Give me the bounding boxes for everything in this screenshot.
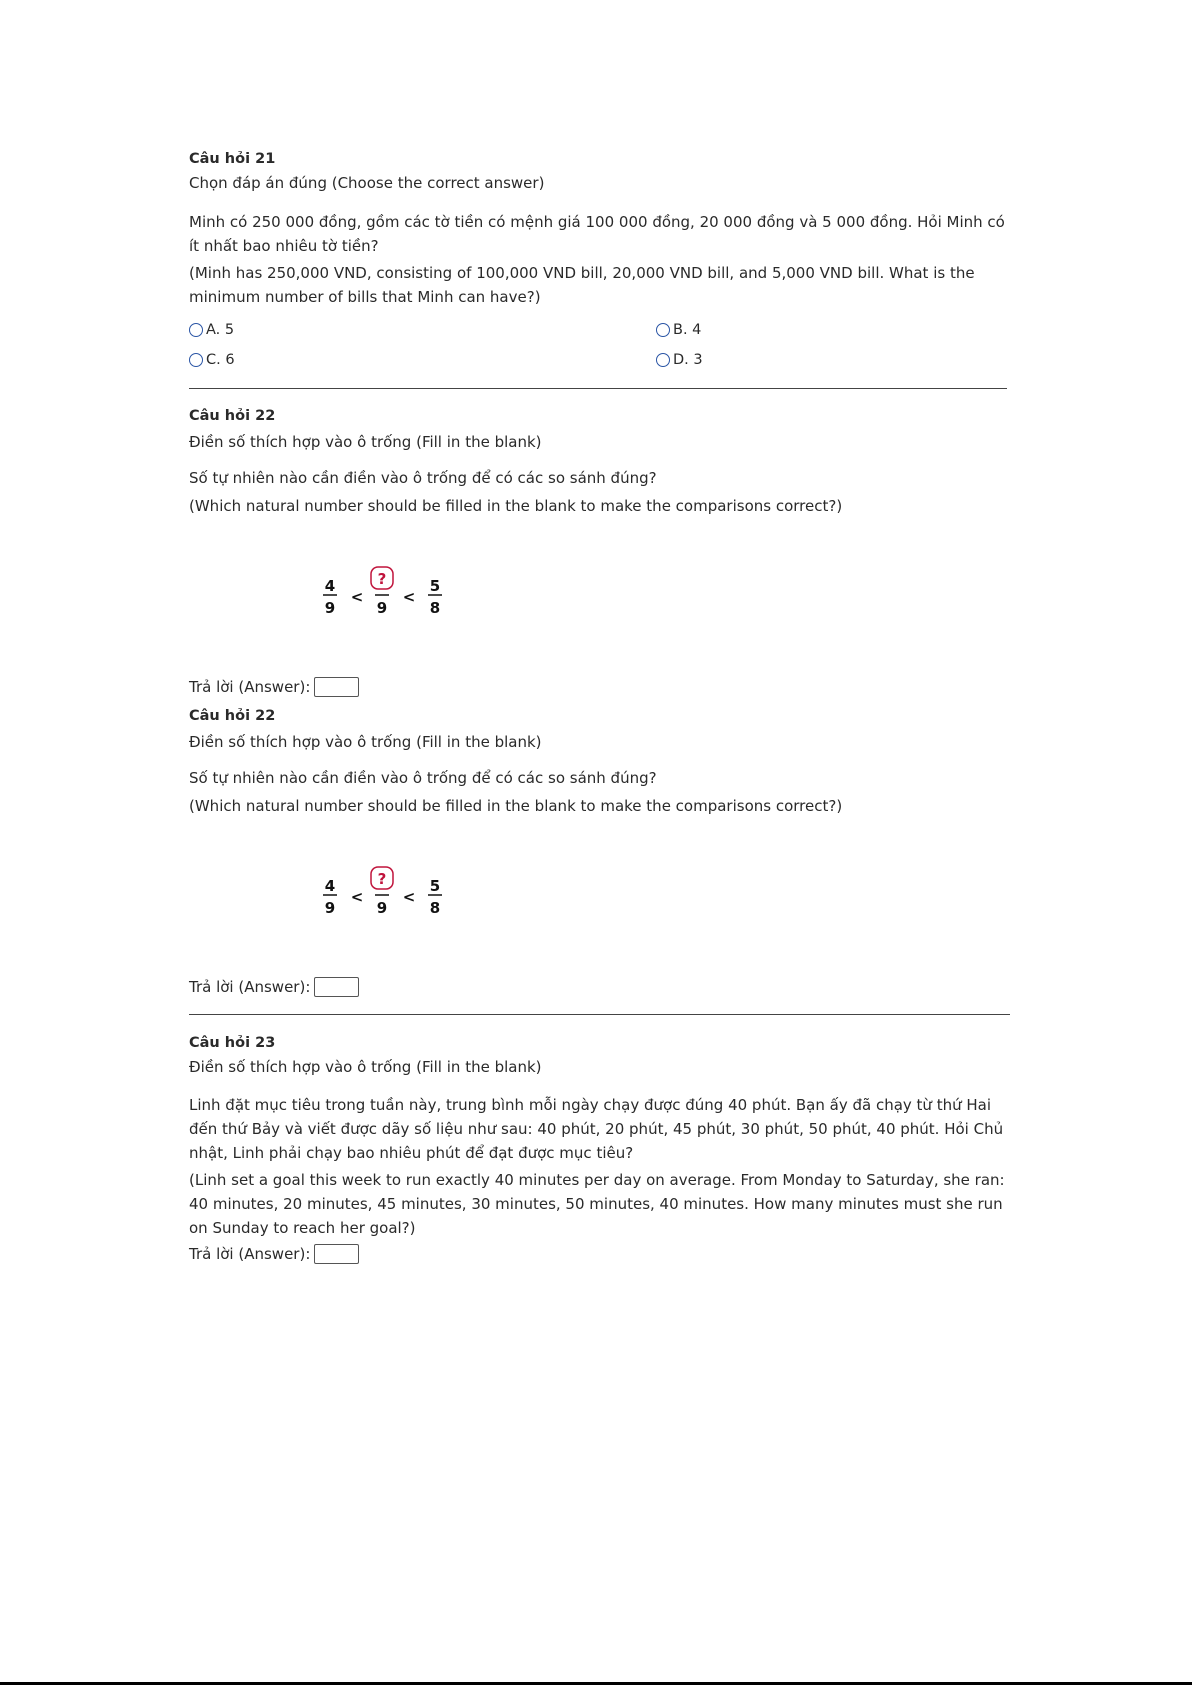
question-body bbox=[189, 766, 1009, 818]
question-body bbox=[189, 210, 1009, 309]
question-mark: ? bbox=[377, 870, 387, 888]
answer-area-22-first bbox=[189, 674, 1009, 700]
question-text-vi: Minh có 250 000 đồng, gồm các tờ tiền có mệnh giá 100 000 đồng, 20 000 đồng và 5 000 đồng. Hỏi Minh có ít nhất bao nhiêu tờ tiền? bbox=[189, 213, 1005, 255]
answer-input[interactable] bbox=[314, 977, 359, 997]
denominator-3: 8 bbox=[429, 899, 441, 917]
denominator-2: 9 bbox=[376, 899, 388, 917]
radio-icon[interactable] bbox=[189, 353, 203, 367]
question-23 bbox=[189, 1031, 1009, 1267]
answer-label: Trả lời (Answer): bbox=[189, 1245, 311, 1263]
question-text-vi: Linh đặt mục tiêu trong tuần này, trung bình mỗi ngày chạy được đúng 40 phút. Bạn ấy đã chạy từ thứ Hai đến thứ Bảy và viết được dãy số liệu như sau: 40 phút, 20 phút, 45 phút, 30 phút, 50 phút, 40 phút. Hỏi Chủ nhật, Linh phải chạy bao nhiêu phút để đạt được mục tiêu? bbox=[189, 1096, 1004, 1162]
option-label: D. 3 bbox=[673, 352, 703, 368]
question-21 bbox=[189, 147, 1009, 309]
option-label: C. 6 bbox=[206, 352, 235, 368]
question-22-first bbox=[189, 404, 1009, 518]
numerator-3: 5 bbox=[429, 877, 441, 895]
question-title: Câu hỏi 22 bbox=[189, 708, 276, 724]
numerator-3: 5 bbox=[429, 577, 441, 595]
question-text-en: (Minh has 250,000 VND, consisting of 100,000 VND bill, 20,000 VND bill, and 5,000 VND bill. What is the minimum number of bills that Minh can have?) bbox=[189, 264, 975, 306]
question-type: Chọn đáp án đúng (Choose the correct answer) bbox=[189, 174, 545, 192]
answer-area-22-second bbox=[189, 974, 1009, 1000]
fraction-expression bbox=[319, 862, 459, 922]
question-title: Câu hỏi 22 bbox=[189, 408, 276, 424]
radio-icon[interactable] bbox=[189, 323, 203, 337]
question-type: Điền số thích hợp vào ô trống (Fill in the blank) bbox=[189, 433, 542, 451]
question-22-second bbox=[189, 704, 1009, 818]
fraction-expression bbox=[319, 562, 459, 622]
option-label: B. 4 bbox=[673, 322, 702, 338]
less-than-sign: < bbox=[350, 888, 364, 906]
question-mark: ? bbox=[377, 570, 387, 588]
answer-input[interactable] bbox=[314, 677, 359, 697]
fraction-comparison bbox=[319, 562, 459, 622]
answer-label: Trả lời (Answer): bbox=[189, 678, 311, 696]
question-type: Điền số thích hợp vào ô trống (Fill in the blank) bbox=[189, 733, 542, 751]
numerator-1: 4 bbox=[324, 877, 336, 895]
option-b[interactable] bbox=[656, 316, 701, 344]
answer-label: Trả lời (Answer): bbox=[189, 978, 311, 996]
question-text-vi: Số tự nhiên nào cần điền vào ô trống để có các so sánh đúng? bbox=[189, 769, 657, 787]
question-type: Điền số thích hợp vào ô trống (Fill in the blank) bbox=[189, 1058, 542, 1076]
option-a[interactable] bbox=[189, 316, 234, 344]
question-text-en: (Which natural number should be filled in the blank to make the comparisons correct?) bbox=[189, 497, 843, 515]
answer-input[interactable] bbox=[314, 1244, 359, 1264]
question-body bbox=[189, 466, 1009, 518]
question-text-en: (Linh set a goal this week to run exactly 40 minutes per day on average. From Monday to Saturday, she ran: 40 minutes, 20 minutes, 45 minutes, 30 minutes, 50 minutes, 40 minutes. How many minutes must she run on Sunday to reach her goal?) bbox=[189, 1171, 1005, 1237]
divider bbox=[189, 1014, 1010, 1015]
question-text-en: (Which natural number should be filled in the blank to make the comparisons correct?) bbox=[189, 797, 843, 815]
option-c[interactable] bbox=[189, 346, 235, 374]
divider bbox=[189, 388, 1007, 389]
less-than-sign: < bbox=[402, 588, 416, 606]
less-than-sign: < bbox=[350, 588, 364, 606]
numerator-1: 4 bbox=[324, 577, 336, 595]
denominator-3: 8 bbox=[429, 599, 441, 617]
question-text-vi: Số tự nhiên nào cần điền vào ô trống để có các so sánh đúng? bbox=[189, 469, 657, 487]
option-label: A. 5 bbox=[206, 322, 235, 338]
question-title: Câu hỏi 23 bbox=[189, 1035, 276, 1051]
answer-row bbox=[189, 674, 1009, 700]
denominator-1: 9 bbox=[324, 899, 336, 917]
option-d[interactable] bbox=[656, 346, 703, 374]
question-title: Câu hỏi 21 bbox=[189, 151, 276, 167]
fraction-comparison bbox=[319, 862, 459, 922]
radio-icon[interactable] bbox=[656, 353, 670, 367]
denominator-1: 9 bbox=[324, 599, 336, 617]
answer-row bbox=[189, 1241, 1009, 1267]
denominator-2: 9 bbox=[376, 599, 388, 617]
answer-row bbox=[189, 974, 1009, 1000]
question-body bbox=[189, 1093, 1009, 1240]
radio-icon[interactable] bbox=[656, 323, 670, 337]
less-than-sign: < bbox=[402, 888, 416, 906]
